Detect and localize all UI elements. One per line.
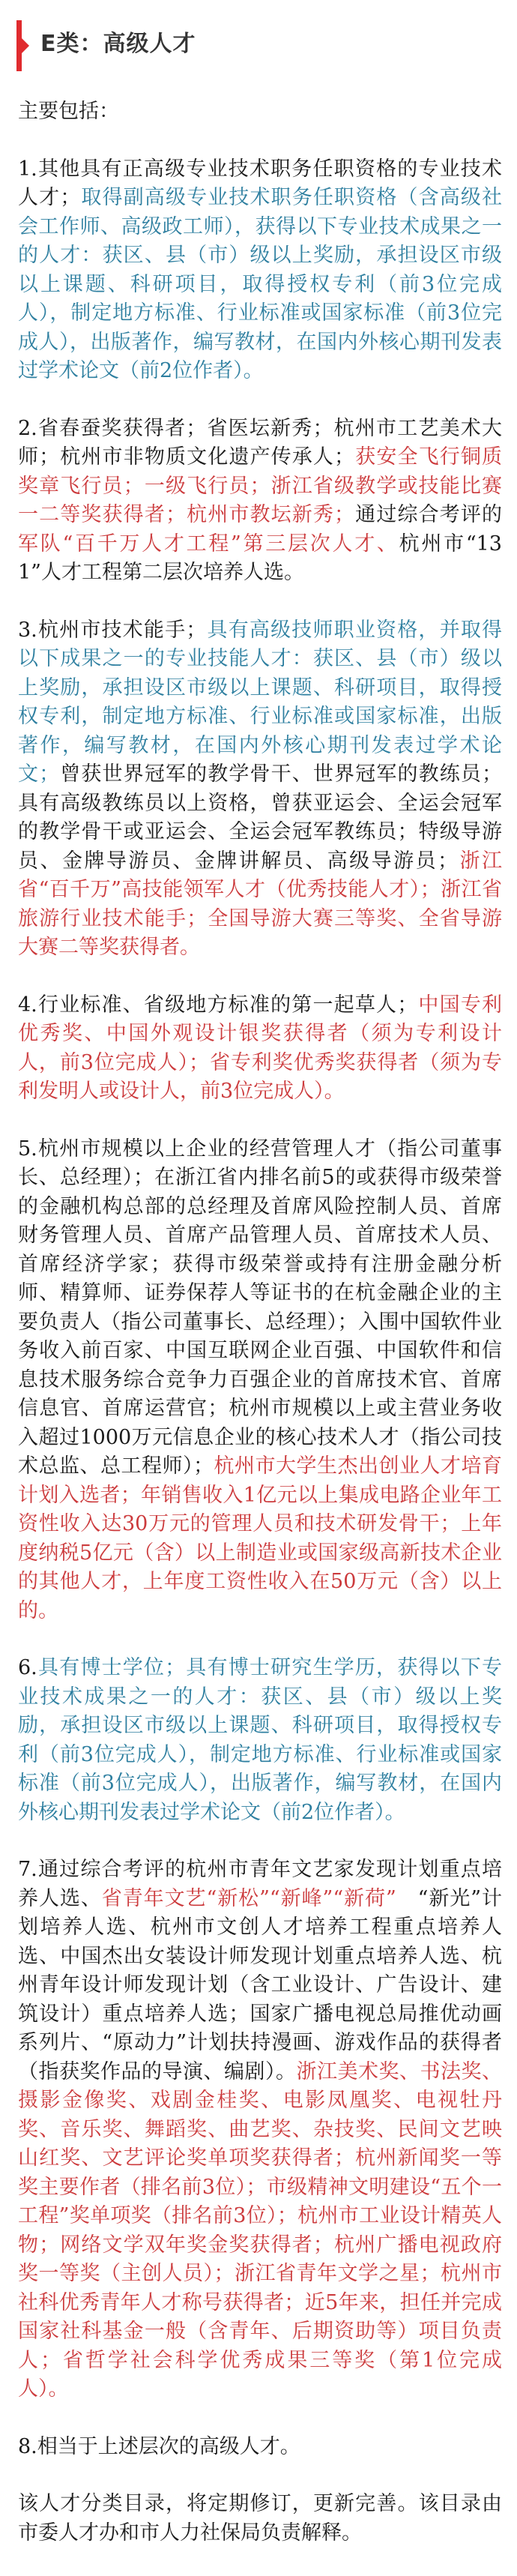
- item-segment: 取得副高级专业技术职务任职资格（含高级社会工作师、高级政工师），获得以下专业技术成果之一的人才：获区、县（市）级以上奖励，承担设区市级以上课题、科研项目，取得授权专利（前3位完成人），制定地方标准、行业标准或国家标准（前3位完成人），出版著作，编写教材，在国内外核心期刊发表过学术论文（前2位作者）。: [18, 186, 503, 382]
- section-header: [16, 20, 511, 71]
- item-segment: 杭州市“131”人才工程第二层次培养人选。: [18, 532, 502, 584]
- item-segment: 军队“百千万人才工程”第三层次人才、: [18, 532, 399, 556]
- item-segment: 4.行业标准、省级地方标准的第一起草人；: [18, 993, 418, 1017]
- section-title: E类：高级人才: [40, 31, 196, 57]
- item-segment: 具有博士学位；具有博士研究生学历，获得以下专业技术成果之一的人才：获区、县（市）级以上奖励，承担设区市级以上课题、科研项目，取得授权专利（前3位完成人），制定地方标准、行业标准或国家标准（前3位完成人），出版著作，编写教材，在国内外核心期刊发表过学术论文（前2位作者）。: [18, 1656, 502, 1824]
- list-item-8: [18, 2433, 502, 2462]
- list-item-4: [18, 991, 502, 1107]
- item-segment: “新光”计划培养人选、杭州市文创人才培养工程重点培养人选、中国杰出女装设计师发现计划重点培养人选、杭州青年设计师发现计划（含工业设计、广告设计、建筑设计）重点培养人选；国家广播电视总局推优动画系列片、“原动力”计划扶持漫画、游戏作品的获得者（指获奖作品的导演、编剧）。: [18, 1886, 502, 2083]
- article-body: [18, 97, 502, 2576]
- item-segment: 6.: [18, 1656, 37, 1679]
- item-segment: 8.相当于上述层次的高级人才。: [18, 2434, 300, 2458]
- item-segment: 1.其他具有正高级专业技术职务任职资格的专业技术人才；: [18, 157, 502, 209]
- item-segment: 5.杭州市规模以上企业的经营管理人才（指公司董事长、总经理）；在浙江省内排名前5的或获得市级荣誉的金融机构总部的总经理及首席风险控制人员、首席财务管理人员、首席产品管理人员、首席技术人员、首席经济学家；获得市级荣誉或持有注册金融分析师、精算师、证券保荐人等证书的在杭金融企业的主要负责人（指公司董事长、总经理）；入围中国软件业务收入前百家、中国互联网企业百强、中国软件和信息技术服务综合竞争力百强企业的首席技术官、首席信息官、首席运营官；杭州市规模以上或主营业务收入超过1000万元信息企业的核心技术人才（指公司技术总监、总工程师）；: [18, 1137, 502, 1478]
- intro-text: 主要包括：: [18, 100, 119, 123]
- item-segment: 获安全飞行铜质奖章飞行员；一级飞行员；浙江省级教学或技能比赛一二等奖获得者；杭州市教坛新秀；: [18, 445, 503, 526]
- list-item-2: [18, 415, 502, 588]
- item-segment: 浙江省“百千万”高技能领军人才（优秀技能人才）；浙江省旅游行业技术能手；全国导游大赛三等奖、全省导游大赛二等奖获得者。: [18, 849, 502, 959]
- item-segment: 曾获世界冠军的教学骨干、世界冠军的教练员；具有高级教练员以上资格，曾获亚运会、全运会冠军的教学骨干或亚运会、全运会冠军教练员；特级导游员、金牌导游员、金牌讲解员、高级导游员；: [18, 762, 503, 873]
- footer-note: 该人才分类目录，将定期修订，更新完善。该目录由市委人才办和市人力社保局负责解释。: [18, 2492, 502, 2545]
- item-segment: 中国专利优秀奖、中国外观设计银奖获得者（须为专利设计人，前3位完成人）；省专利奖优秀奖获得者（须为专利发明人或设计人，前3位完成人）。: [18, 993, 503, 1103]
- list-item-7: [18, 1856, 502, 2404]
- header-accent-marker-icon: [16, 20, 22, 71]
- item-segment: 杭州市大学生杰出创业人才培育计划入选者；年销售收入1亿元以上集成电路企业年工资性收入达30万元的管理人员和技术研发骨干；上年度纳税5亿元（含）以上制造业或国家级高新技术企业的其他人才，上年度工资性收入在50万元（含）以上的。: [18, 1454, 502, 1622]
- item-segment: 7.通过综合考评的杭州市青年文艺家发现计划重点培养人选、: [18, 1858, 502, 1910]
- item-segment: 通过综合考评的: [354, 503, 503, 526]
- list-item-6: [18, 1654, 502, 1827]
- item-segment: 2.省春蚕奖获得者；省医坛新秀；杭州市工艺美术大师；杭州市非物质文化遗产传承人；: [18, 416, 502, 469]
- item-segment: 省青年文艺“新松”“新峰”“新荷”: [101, 1886, 396, 1910]
- list-item-3: [18, 616, 502, 963]
- list-item-5: [18, 1135, 502, 1626]
- item-segment: 浙江美术奖、书法奖、摄影金像奖、戏剧金桂奖、电影凤凰奖、电视牡丹奖、音乐奖、舞蹈奖、曲艺奖、杂技奖、民间文艺映山红奖、文艺评论奖单项奖获得者；杭州新闻奖一等奖主要作者（排名前3位）；市级精神文明建设“五个一工程”奖单项奖（排名前3位）；杭州市工业设计精英人物；网络文学双年奖金奖获得者；杭州广播电视政府奖一等奖（主创人员）；浙江省青年文学之星；杭州市社科优秀青年人才称号获得者；近5年来，担任并完成国家社科基金一般（含青年、后期资助等）项目负责人；省哲学社会科学优秀成果三等奖（第1位完成人）。: [18, 2059, 502, 2401]
- list-item-1: [18, 155, 502, 386]
- item-segment: 具有高级技师职业资格，并取得以下成果之一的专业技能人才：获区、县（市）级以上奖励，承担设区市级以上课题、科研项目，取得授权专利，制定地方标准、行业标准或国家标准，出版著作，编写教材，在国内外核心期刊发表过学术论文；: [18, 618, 503, 786]
- item-segment: 3.杭州市技术能手；: [18, 618, 207, 642]
